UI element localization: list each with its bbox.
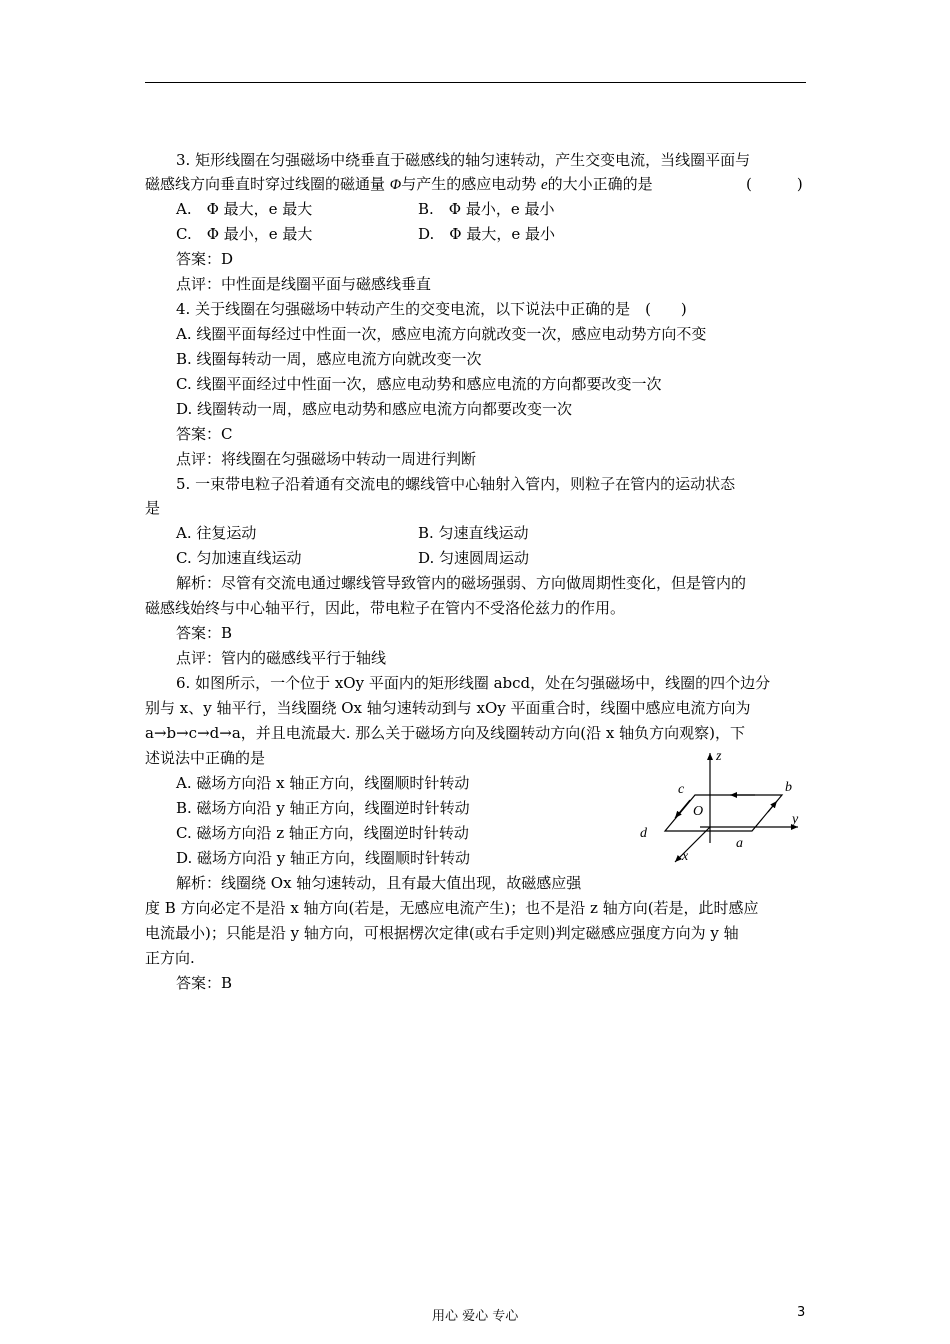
q5-explanation-1: 解析：尽管有交流电通过螺线管导致管内的磁场强弱、方向做周期性变化，但是管内的 [176, 574, 747, 592]
q3-line1: 3. 矩形线圈在匀强磁场中绕垂直于磁感线的轴匀速转动，产生交变电流，当线圈平面与 [176, 151, 751, 169]
x-axis [675, 827, 710, 862]
q4-option-a: A. 线圈平面每经过中性面一次，感应电流方向就改变一次，感应电动势方向不变 [176, 325, 707, 343]
q6-option-c: C. 磁场方向沿 z 轴正方向，线圈逆时针转动 [176, 824, 469, 842]
q6-explanation-2: 度 B 方向必定不是沿 x 轴方向(若是，无感应电流产生)；也不是沿 z 轴方向(若是，此时感应 [145, 899, 759, 917]
rectangular-coil [665, 795, 782, 831]
corner-c-label: c [678, 782, 685, 797]
q6-explanation-4: 正方向. [145, 949, 195, 967]
q4-answer: 答案：C [176, 425, 233, 443]
coil-axes-figure [630, 745, 810, 870]
q5-line2: 是 [145, 499, 161, 517]
header-rule [145, 82, 806, 83]
q3-option-b: B. Φ 最小，e 最小 [418, 200, 555, 218]
page-number: 3 [797, 1305, 806, 1320]
q4-option-d: D. 线圈转动一周，感应电动势和感应电流方向都要改变一次 [176, 400, 573, 418]
q5-option-a: A. 往复运动 [176, 524, 257, 542]
corner-d-label: d [640, 826, 647, 841]
q4-stem: 4. 关于线圈在匀强磁场中转动产生的交变电流，以下说法中正确的是 ( ) [176, 300, 687, 318]
q4-option-c: C. 线圈平面经过中性面一次，感应电动势和感应电流的方向都要改变一次 [176, 375, 662, 393]
q3-option-a: A. Φ 最大，e 最大 [176, 200, 313, 218]
q6-option-b: B. 磁场方向沿 y 轴正方向，线圈逆时针转动 [176, 799, 470, 817]
q3-option-c: C. Φ 最小，e 最大 [176, 225, 313, 243]
q5-option-b: B. 匀速直线运动 [418, 524, 529, 542]
q6-line2: 别与 x、y 轴平行，当线圈绕 Ox 轴匀速转动到与 xOy 平面重合时，线圈中感应电流方向为 [145, 699, 751, 717]
q6-line3: a→b→c→d→a，并且电流最大. 那么关于磁场方向及线圈转动方向(沿 x 轴负方向观察)，下 [145, 724, 746, 742]
q5-line1: 5. 一束带电粒子沿着通有交流电的螺线管中心轴射入管内，则粒子在管内的运动状态 [176, 475, 736, 493]
q5-comment: 点评：管内的磁感线平行于轴线 [176, 649, 387, 667]
q4-comment: 点评：将线圈在匀强磁场中转动一周进行判断 [176, 450, 477, 468]
q4-option-b: B. 线圈每转动一周，感应电流方向就改变一次 [176, 350, 482, 368]
q6-option-a: A. 磁场方向沿 x 轴正方向，线圈顺时针转动 [176, 774, 470, 792]
q3-line2: 磁感线方向垂直时穿过线圈的磁通量 Φ与产生的感应电动势 e的大小正确的是 [145, 175, 653, 193]
origin-label: O [693, 804, 704, 819]
x-label: x [682, 849, 689, 864]
current-arrow-ab [768, 801, 777, 812]
footer-slogan: 用心 爱心 专心 [432, 1309, 519, 1324]
current-arrow-cd [675, 800, 690, 818]
q6-answer: 答案：B [176, 974, 233, 992]
corner-b-label: b [785, 780, 792, 795]
z-label: z [716, 749, 722, 764]
q6-explanation-1: 解析：线圈绕 Ox 轴匀速转动，且有最大值出现，故磁感应强 [176, 874, 582, 892]
q3-comment: 点评：中性面是线圈平面与磁感线垂直 [176, 275, 432, 293]
q6-line1: 6. 如图所示，一个位于 xOy 平面内的矩形线圈 abcd，处在匀强磁场中，线圈的四个边分 [176, 674, 771, 692]
q6-option-d: D. 磁场方向沿 y 轴正方向，线圈顺时针转动 [176, 849, 471, 867]
q3-option-d: D. Φ 最大，e 最小 [418, 225, 555, 243]
q6-explanation-3: 电流最小)；只能是沿 y 轴方向，可根据楞次定律(或右手定则)判定磁感应强度方向为 y 轴 [145, 924, 739, 942]
q5-option-d: D. 匀速圆周运动 [418, 549, 530, 567]
q3-answer: 答案：D [176, 250, 234, 268]
q5-answer: 答案：B [176, 624, 233, 642]
y-label: y [792, 812, 799, 827]
q5-explanation-2: 磁感线始终与中心轴平行，因此，带电粒子在管内不受洛伦兹力的作用。 [145, 599, 626, 617]
q6-line4: 述说法中正确的是 [145, 749, 266, 767]
q5-option-c: C. 匀加速直线运动 [176, 549, 302, 567]
q3-paren: ( ) [746, 175, 803, 193]
corner-a-label: a [736, 836, 743, 851]
